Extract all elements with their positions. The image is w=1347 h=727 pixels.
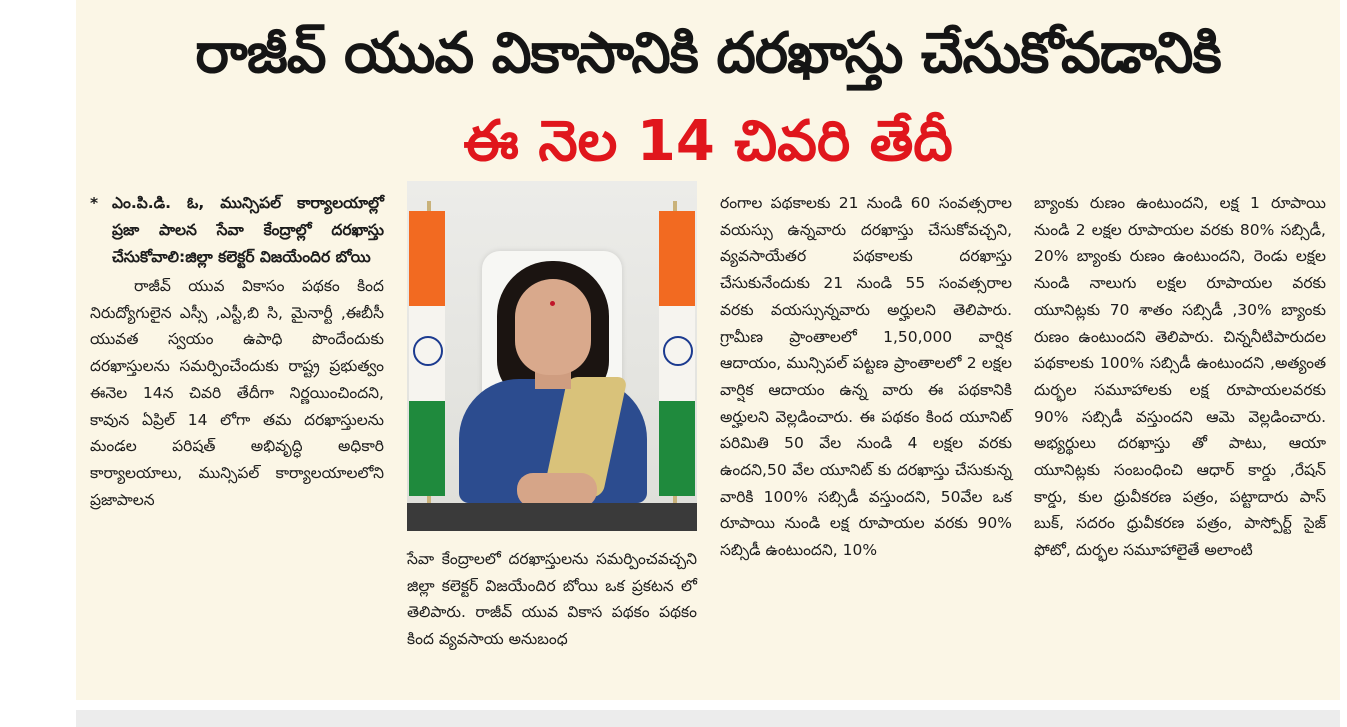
article-paragraph: బ్యాంకు రుణం ఉంటుందని, లక్ష 1 రూపాయి నుండి 2 లక్షల రూపాయల వరకు 80% సబ్సిడీ, 20% బ్యాంకు రుణం ఉంటుందని, రెండు లక్షల నుండి నాలుగు లక్షల రూపాయల వరకు యూనిట్లకు 70 శాతం సబ్సిడీ ,30% బ్యాంకు రుణం ఉంటుందని తెలిపారు. చిన్ననీటిపారుదల పథకాలకు 100% సబ్సిడీ ఉంటుందని ,అత్యంత దుర్భల సమూహాలకు లక్ష రూపాయలవరకు 90% సబ్సిడీ వస్తుందని ఆమె వెల్లడించారు. అభ్యర్థులు దరఖాస్తు తో పాటు, ఆయా యూనిట్లకు సంబంధించి ఆధార్ కార్డు ,రేషన్ కార్డు, కుల ధ్రువీకరణ పత్రం, పట్టాదారు పాస్ బుక్, సదరం ధ్రువీకరణ పత్రం, పాస్పోర్ట్ సైజ్ ఫోటో, దుర్భల సమూహాలైతే అలాంటి bbox=[1034, 194, 1326, 560]
article-column-4 bbox=[1034, 190, 1326, 564]
highlight-bullet bbox=[90, 190, 384, 271]
collector-photo bbox=[407, 181, 697, 531]
article-column-3 bbox=[720, 190, 1012, 564]
portrait-face bbox=[515, 279, 591, 375]
article-paragraph: రాజీవ్ యువ వికాసం పథకం కింద నిరుద్యోగులైన ఎస్సీ ,ఎస్టీ,బి సి, మైనార్టీ ,ఈబీసీ యువత స్వయం ఉపాధి పొందేందుకు దరఖాస్తులను సమర్పించేందుకు రాష్ట్ర ప్రభుత్వం ఈనెల 14న చివరి తేదీగా నిర్ణయించిందని, కావున ఏప్రిల్ 14 లోగా తమ దరఖాస్తులను మండల పరిషత్ అభివృద్ధి అధికారి కార్యాలయాలు, మున్సిపల్ కార్యాలయాలలోని ప్రజాపాలన bbox=[90, 277, 384, 509]
chakra-icon bbox=[413, 336, 443, 366]
headline-main: రాజీవ్ యువ వికాసానికి దరఖాస్తు చేసుకోవడానికి bbox=[195, 21, 1221, 86]
portrait-hands bbox=[517, 473, 597, 507]
chakra-icon bbox=[663, 336, 693, 366]
headline-accent: ఈ నెల 14 చివరి తేదీ bbox=[463, 109, 953, 174]
article-column-2 bbox=[407, 546, 697, 653]
indian-flag-left bbox=[409, 211, 445, 496]
article-paragraph: రంగాల పథకాలకు 21 నుండి 60 సంవత్సరాల వయస్సు ఉన్నవారు దరఖాస్తు చేసుకోవచ్చని, వ్యవసాయేతర పథకాలకు దరఖాస్తు చేసుకునేందుకు 21 నుండి 55 సంవత్సరాల వరకు వయస్సున్నవారు అర్హులని తెలిపారు. గ్రామీణ ప్రాంతాలలో 1,50,000 వార్షిక ఆదాయం, మున్సిపల్ పట్టణ ప్రాంతాలలో 2 లక్షల వార్షిక ఆదాయం ఉన్న వారు ఈ పథకానికి అర్హులని వెల్లడించారు. ఈ పథకం కింద యూనిట్ పరిమితి 50 వేల నుండి 4 లక్షల వరకు ఉందని,50 వేల యూనిట్ కు దరఖాస్తు చేసుకున్న వారికి 100% సబ్సిడీ వస్తుందని, 50వేల ఒక రూపాయి నుండి లక్ష రూపాయల వరకు 90% సబ్సిడీ ఉంటుందని, 10% bbox=[720, 194, 1012, 560]
highlight-text: ఎం.పి.డి. ఓ, మున్సిపల్ కార్యాలయాల్లో ప్రజా పాలన సేవా కేంద్రాల్లో దరఖాస్తు చేసుకోవాలి:జిల్లా కలెక్టర్ విజయేందిర బోయి bbox=[112, 194, 384, 266]
asterisk-icon: * bbox=[90, 194, 99, 212]
article-column-1 bbox=[90, 190, 384, 513]
newspaper-clipping bbox=[76, 0, 1340, 700]
portrait-bindi bbox=[550, 301, 555, 306]
desk bbox=[407, 503, 697, 531]
page-footer-strip bbox=[76, 710, 1340, 727]
article-paragraph: సేవా కేంద్రాలలో దరఖాస్తులను సమర్పించవచ్చని జిల్లా కలెక్టర్ విజయేందిర బోయి ఒక ప్రకటన లో తెలిపారు. రాజీవ్ యువ వికాస పథకం పథకం కింద వ్యవసాయ అనుబంధ bbox=[407, 550, 697, 649]
indian-flag-right bbox=[659, 211, 695, 496]
